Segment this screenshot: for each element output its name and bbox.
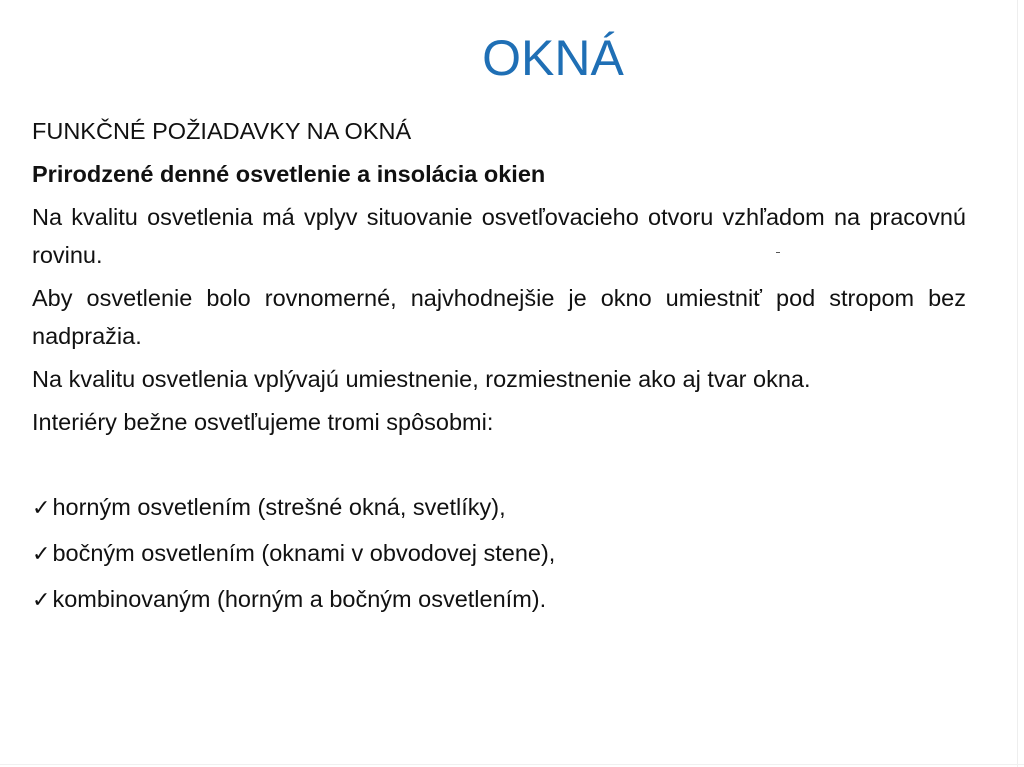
slide-body xyxy=(32,112,966,626)
list-item xyxy=(32,580,966,620)
paragraph-3: Na kvalitu osvetlenia vplývajú umiestnenie, rozmiestnenie ako aj tvar okna. xyxy=(32,366,811,392)
paragraph-4: Interiéry bežne osvetľujeme tromi spôsobmi: xyxy=(32,409,494,435)
slide-right-edge xyxy=(1017,0,1018,767)
checkmark-icon: ✓ xyxy=(32,588,51,613)
checkmark-icon: ✓ xyxy=(32,496,51,521)
list-item-text: horným osvetlením (strešné okná, svetlíky), xyxy=(52,494,506,520)
section-heading: FUNKČNÉ POŽIADAVKY NA OKNÁ xyxy=(32,118,412,144)
list-item-text: bočným osvetlením (oknami v obvodovej stene), xyxy=(52,540,556,566)
slide-bottom-edge xyxy=(0,764,1024,765)
paragraph-2: Aby osvetlenie bolo rovnomerné, najvhodnejšie je okno umiestniť pod stropom bez nadpražia. xyxy=(32,285,966,349)
spacer xyxy=(32,446,966,488)
list-item xyxy=(32,488,966,528)
checkmark-icon: ✓ xyxy=(32,542,51,567)
slide-title: OKNÁ xyxy=(482,30,624,86)
paragraph-1: Na kvalitu osvetlenia má vplyv situovanie osvetľovacieho otvoru vzhľadom na pracovnú rovinu. xyxy=(32,204,966,268)
list-item xyxy=(32,534,966,574)
subheading: Prirodzené denné osvetlenie a insolácia okien xyxy=(32,161,546,187)
list-item-text: kombinovaným (horným a bočným osvetlením). xyxy=(52,586,547,612)
